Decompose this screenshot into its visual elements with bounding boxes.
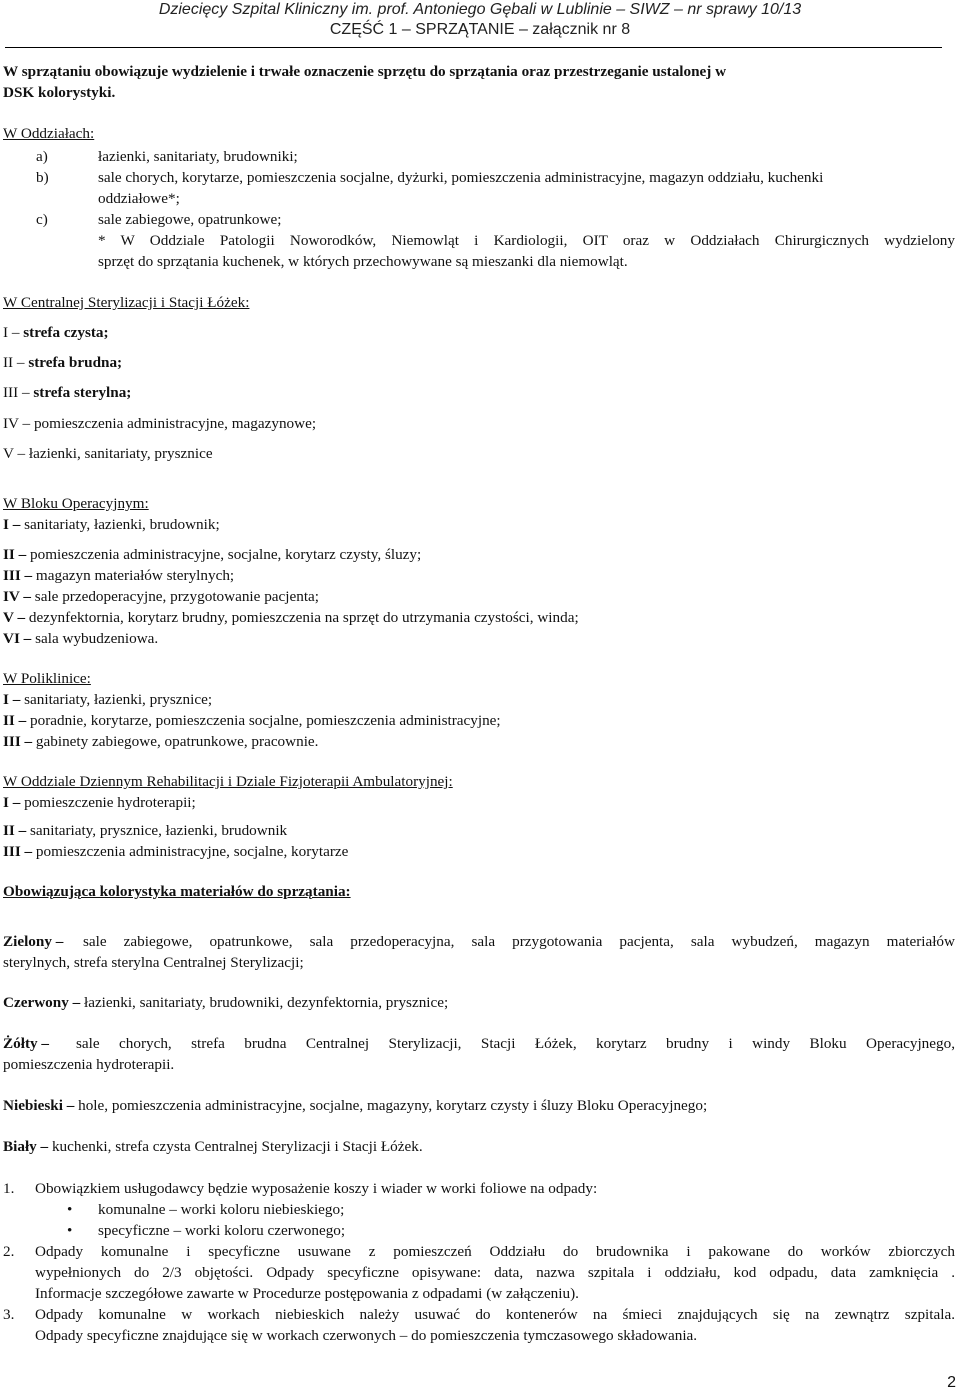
list-num-2: 2. [3,1243,15,1260]
item-b-line-1: sale chorych, korytarze, pomieszczenia socjalne, dyżurki, pomieszczenia administracyjne, magazyn oddziału, kuchenki [98,169,824,186]
color-white-name: Biały – [3,1138,49,1155]
list-item-3-line-1: Odpady komunalne w workach niebieskich należy usuwać do kontenerów na śmieci znajdujących się na zewnątrz szpitala. [35,1306,955,1323]
zone-i-num: I [3,324,9,341]
color-red [3,992,448,1013]
list-item-3-line-2: Odpady specyficzne znajdujące się w workach czerwonych – do pomieszczenia tymczasowego składowania. [35,1327,698,1344]
footnote-line-2: sprzęt do sprzątania kuchenek, w których przechowywane są mieszanki dla niemowląt. [98,253,628,270]
list-num-1: 1. [3,1180,15,1197]
blok-item-iv [3,586,319,607]
list-num-3: 3. [3,1306,15,1323]
rehab-ii-num: II – [3,822,27,839]
poli-iii-text: gabinety zabiegowe, opatrunkowe, pracownie. [32,733,319,750]
zone-ii-num: II [3,354,14,371]
list-item-2-line-2: wypełnionych do 2/3 objętości. Odpady specyficzne opisywane: data, nazwa szpitala i oddziału, kod odpadu, data zamknięcia . [35,1264,955,1281]
color-yellow-line-2: pomieszczenia hydroterapii. [3,1056,175,1073]
color-red-text: łazienki, sanitariaty, brudowniki, dezynfektornia, prysznice; [80,994,449,1011]
intro-line-1: W sprzątaniu obowiązuje wydzielenie i trwałe oznaczenie sprzętu do sprzątania oraz przestrzeganie ustalonej w [3,63,727,80]
zone-iii-text: strefa sterylna; [33,384,132,401]
color-green-label [3,931,63,952]
blok-item-iii [3,565,234,586]
poli-ii-num: II – [3,712,27,729]
color-red-name: Czerwony – [3,994,81,1011]
header-line-1: Dziecięcy Szpital Kliniczny im. prof. Antoniego Gębali w Lublinie – SIWZ – nr sprawy 10/13 [158,1,802,18]
zone-ii-text: strefa brudna; [28,354,123,371]
section-poliklinika-heading: W Poliklinice: [3,670,91,687]
header-line-2: CZĘŚĆ 1 – SPRZĄTANIE – załącznik nr 8 [329,21,631,38]
poli-iii-num: III – [3,733,33,750]
poli-i-num: I – [3,691,21,708]
bullet-1-glyph: • [67,1201,73,1218]
blok-item-vi [3,628,158,649]
item-label-c: c) [36,211,48,228]
page-number: 2 [947,1374,956,1391]
color-white [3,1136,423,1157]
blok-iv-text: sale przedoperacyjne, przygotowanie pacjenta; [31,588,319,605]
blok-ii-num: II – [3,546,27,563]
color-green-line-2: sterylnych, strefa sterylna Centralnej Sterylizacji; [3,954,304,971]
rehab-ii-text: sanitariaty, prysznice, łazienki, brudownik [26,822,288,839]
color-green-name: Zielony – [3,933,64,950]
blok-i-text: sanitariaty, łazienki, brudownik; [20,516,220,533]
poli-item-ii [3,710,501,731]
bullet-2-glyph: • [67,1222,73,1239]
section-kolorystyka-heading: Obowiązująca kolorystyka materiałów do sprzątania: [3,883,351,900]
blok-iii-num: III – [3,567,33,584]
blok-item-v [3,607,579,628]
color-yellow-line-1: sale chorych, strefa brudna Centralnej Sterylizacji, Stacji Łóżek, korytarz brudny i windy Bloku Operacyjnego, [76,1035,955,1052]
poli-i-text: sanitariaty, łazienki, prysznice; [20,691,213,708]
list-item-2-line-1: Odpady komunalne i specyficzne usuwane z pomieszczeń Oddziału do brudownika i pakowane do worków zbiorczych [35,1243,955,1260]
zone-v: V – łazienki, sanitariaty, prysznice [3,445,213,462]
blok-iv-num: IV – [3,588,31,605]
item-b-line-2: oddziałowe*; [98,190,180,207]
bullet-1-text: komunalne – worki koloru niebieskiego; [98,1201,345,1218]
zone-iv: IV – pomieszczenia administracyjne, magazynowe; [3,415,317,432]
blok-v-num: V – [3,609,26,626]
rehab-item-i [3,792,196,813]
color-yellow-label [3,1033,49,1054]
blok-v-text: dezynfektornia, korytarz brudny, pomieszczenia na sprzęt do utrzymania czystości, winda; [25,609,579,626]
color-blue-text: hole, pomieszczenia administracyjne, socjalne, magazyny, korytarz czysty i śluzy Bloku Operacyjnego; [74,1097,708,1114]
rehab-item-ii [3,820,287,841]
bullet-2-text: specyficzne – worki koloru czerwonego; [98,1222,346,1239]
color-white-text: kuchenki, strefa czysta Centralnej Sterylizacji i Stacji Łóżek. [48,1138,423,1155]
list-item-1-text: Obowiązkiem usługodawcy będzie wyposażenie koszy i wiader w worki foliowe na odpady: [35,1180,598,1197]
color-blue-name: Niebieski – [3,1097,75,1114]
blok-item-i [3,514,220,535]
rehab-i-text: pomieszczenie hydroterapii; [20,794,196,811]
blok-item-ii [3,544,421,565]
section-rehabilitacja-heading: W Oddziale Dziennym Rehabilitacji i Dziale Fizjoterapii Ambulatoryjnej: [3,773,453,790]
blok-i-num: I – [3,516,21,533]
blok-vi-text: sala wybudzeniowa. [31,630,159,647]
section-oddzialy-heading: W Oddziałach: [3,125,95,142]
rehab-iii-text: pomieszczenia administracyjne, socjalne, korytarze [32,843,349,860]
zone-i: I – strefa czysta; [3,324,109,341]
rehab-item-iii [3,841,348,862]
color-green-line-1: sale zabiegowe, opatrunkowe, sala przedoperacyjna, sala przygotowania pacjenta, sala wybudzeń, magazyn materiałów [83,933,955,950]
poli-item-iii [3,731,318,752]
blok-iii-text: magazyn materiałów sterylnych; [32,567,235,584]
zone-iii-num: III [3,384,19,401]
footnote-line-1: * W Oddziale Patologii Noworodków, Niemowląt i Kardiologii, OIT oraz w Oddziałach Chirurgicznych wydzielony [98,232,955,249]
item-label-a: a) [36,148,48,165]
zone-i-text: strefa czysta; [23,324,109,341]
zone-ii: II – strefa brudna; [3,354,123,371]
section-sterylizacja-heading: W Centralnej Sterylizacji i Stacji Łóżek: [3,294,250,311]
blok-ii-text: pomieszczenia administracyjne, socjalne, korytarz czysty, śluzy; [26,546,422,563]
header-divider [5,47,942,48]
item-c-text: sale zabiegowe, opatrunkowe; [98,211,282,228]
intro-line-2: DSK kolorystyki. [3,84,116,101]
color-yellow-name: Żółty – [3,1035,49,1052]
list-item-2-line-3: Informacje szczegółowe zawarte w Procedurze postępowania z odpadami (w załączeniu). [35,1285,579,1302]
color-blue [3,1095,707,1116]
rehab-iii-num: III – [3,843,33,860]
item-a-text: łazienki, sanitariaty, brudowniki; [98,148,298,165]
section-blok-heading: W Bloku Operacyjnym: [3,495,149,512]
poli-ii-text: poradnie, korytarze, pomieszczenia socjalne, pomieszczenia administracyjne; [26,712,501,729]
rehab-i-num: I – [3,794,21,811]
item-label-b: b) [36,169,49,186]
blok-vi-num: VI – [3,630,32,647]
zone-iii: III – strefa sterylna; [3,384,132,401]
poli-item-i [3,689,212,710]
